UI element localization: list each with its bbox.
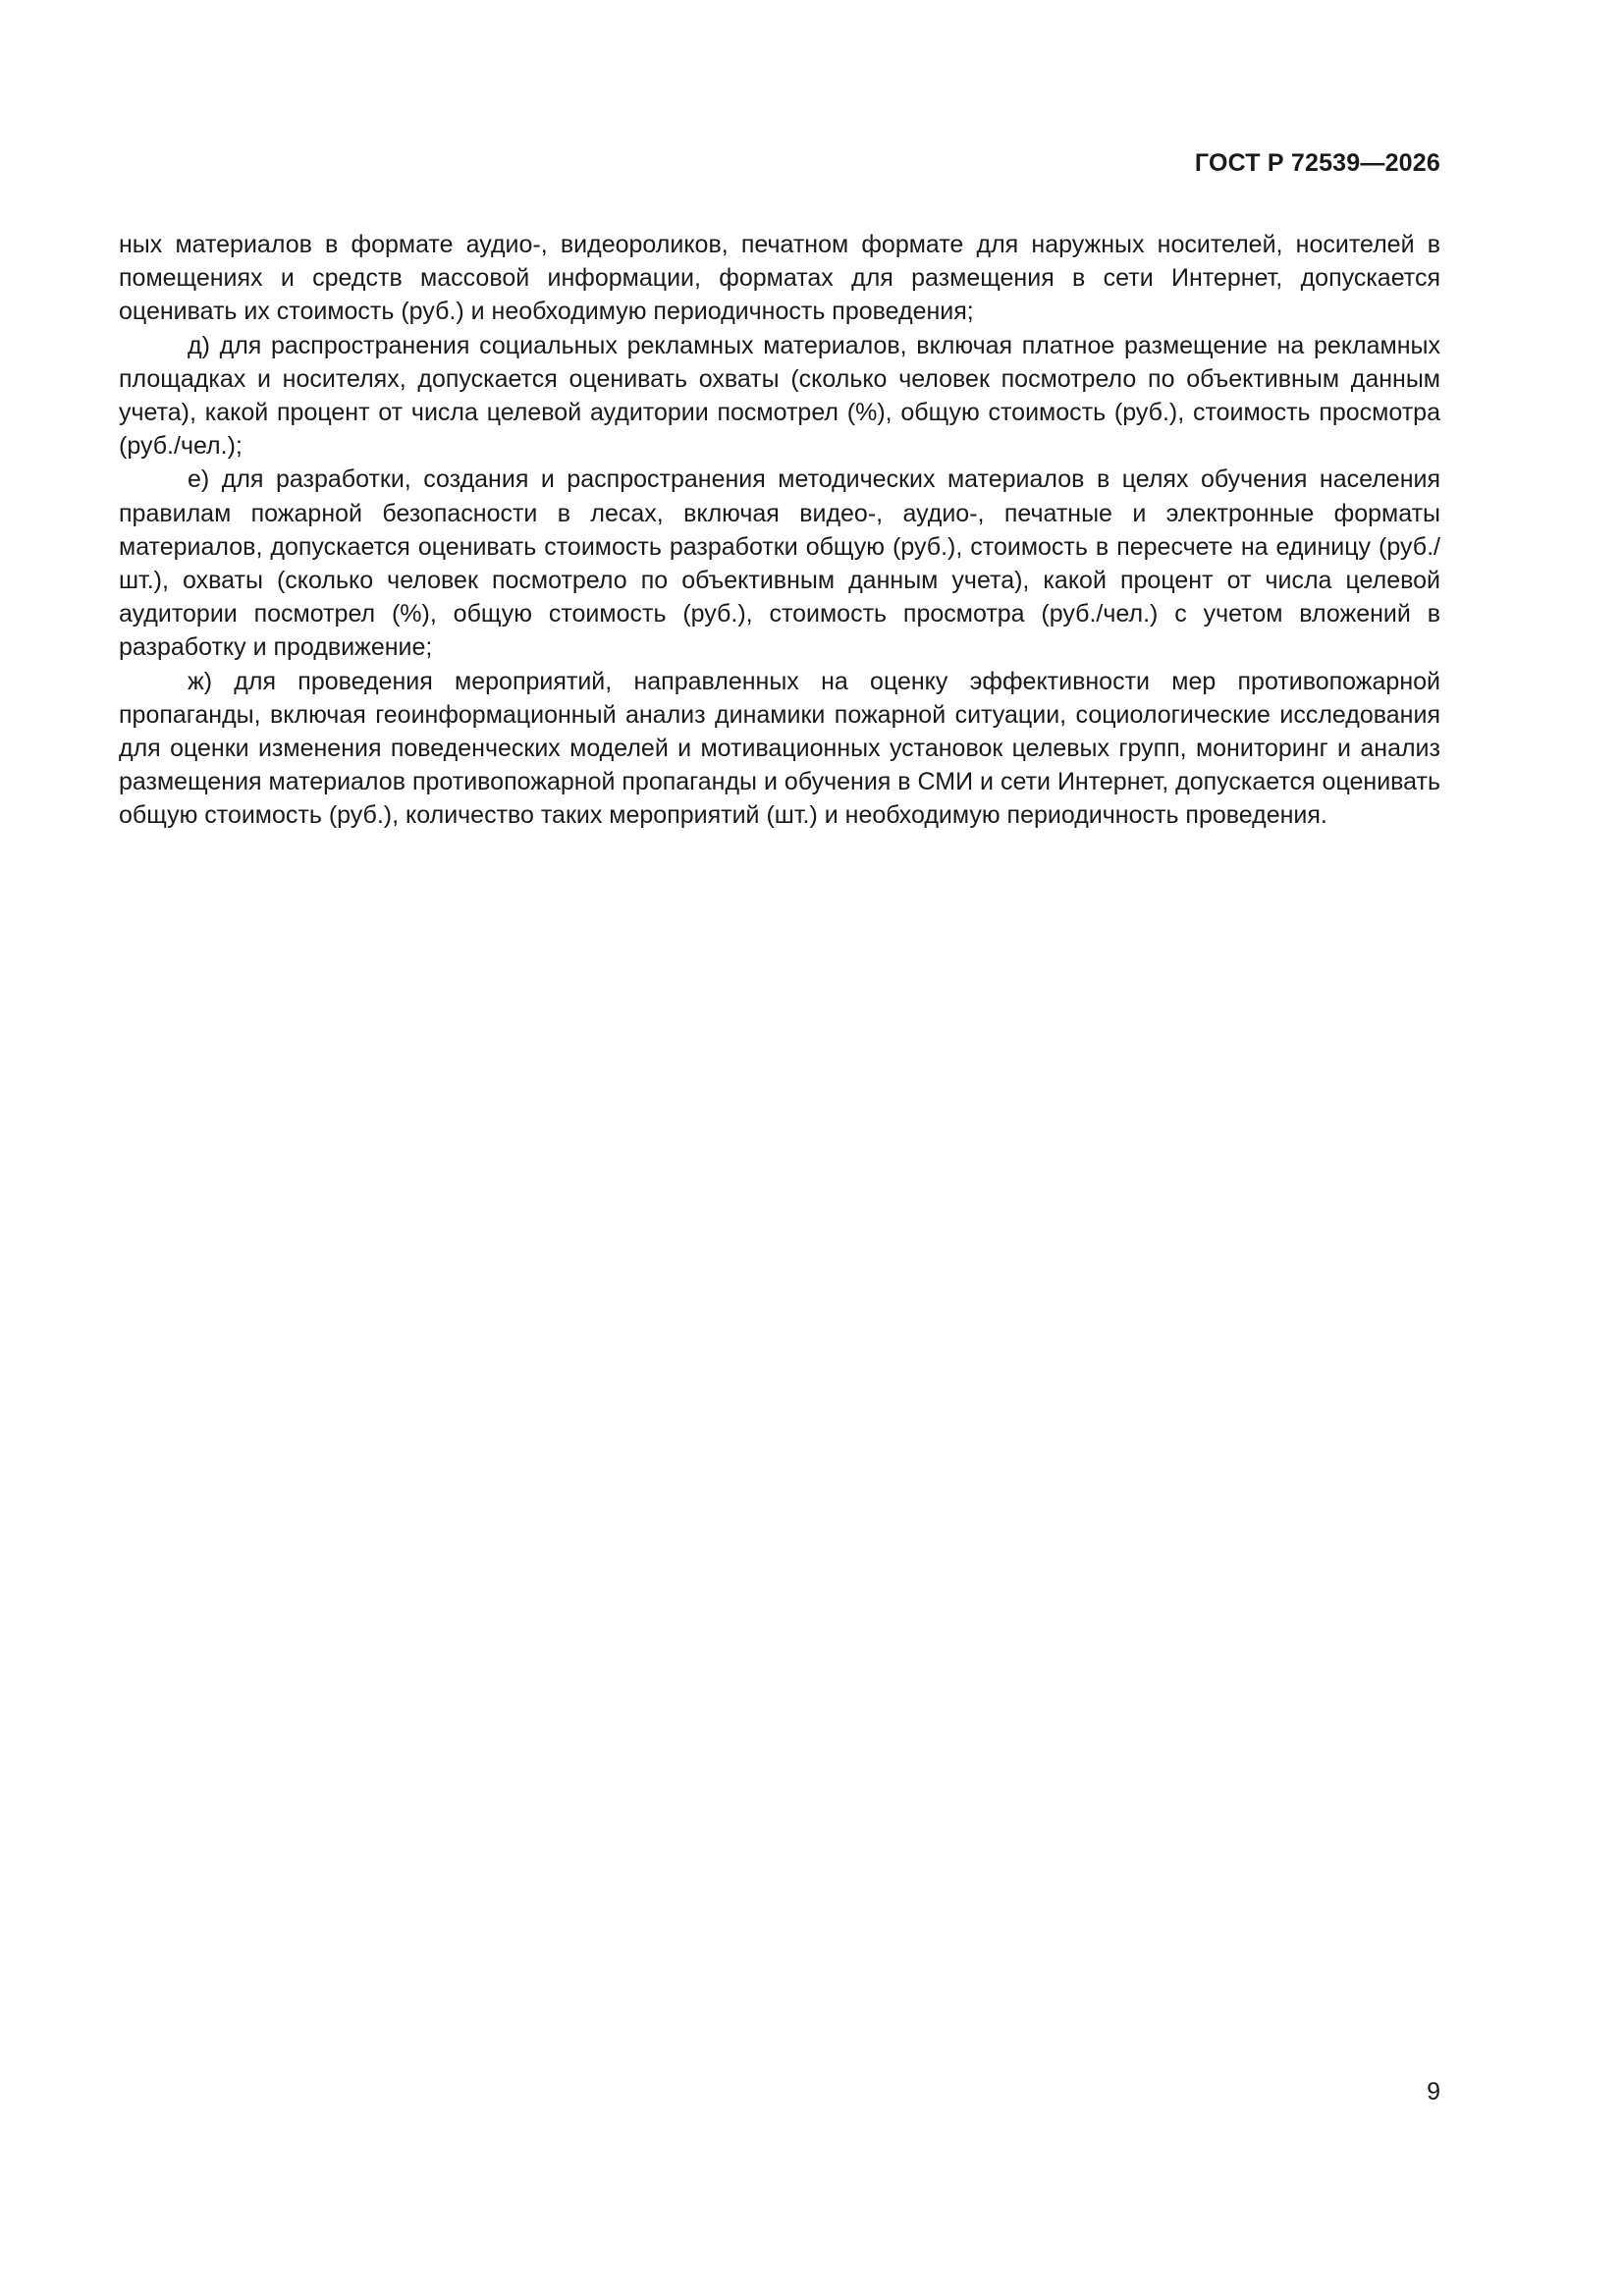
page-number: 9 bbox=[1427, 2078, 1440, 2105]
paragraph-continued: ных материалов в формате аудио-, видеороликов, печатном формате для наружных носителей, носителей в помещениях и средств массовой информации, форматах для размещения в сети Интернет, допускается оценивать их стоимость (руб.) и необходимую периодичность проведения; bbox=[119, 231, 1440, 326]
standard-code-header: ГОСТ Р 72539—2026 bbox=[1194, 149, 1440, 177]
document-body bbox=[119, 228, 1440, 833]
paragraph-item-d: д) для распространения социальных рекламных материалов, включая платное размещение на рекламных площадках и носителях, допускается оценивать охваты (сколько человек посмотрело по объективным данным учета), какой процент от числа целевой аудитории посмотрел (%), общую стоимость (руб.), стоимость просмотра (руб./чел.); bbox=[119, 331, 1440, 461]
paragraph-item-zh: ж) для проведения мероприятий, направленных на оценку эффективности мер противопожарной пропаганды, включая геоинформационный анализ динамики пожарной ситуации, социологические исследования для оценки изменения поведенческих моделей и мотивационных установок целевых групп, мониторинг и анализ размещения материалов противопожарной пропаганды и обучения в СМИ и сети Интернет, допускается оценивать общую стоимость (руб.), количество таких мероприятий (шт.) и необходимую периодичность проведения. bbox=[119, 667, 1440, 830]
paragraph-item-e: е) для разработки, создания и распространения методических материалов в целях обучения населения правилам пожарной безопасности в лесах, включая видео-, аудио-, печатные и электронные форматы материалов, допускается оценивать стоимость разработки общую (руб.), стоимость в пересчете на единицу (руб./шт.), охваты (сколько человек посмотрело по объективным данным учета), какой процент от числа целевой аудитории посмотрел (%), общую стоимость (руб.), стоимость просмотра (руб./чел.) с учетом вложений в разработку и продвижение; bbox=[119, 465, 1440, 662]
